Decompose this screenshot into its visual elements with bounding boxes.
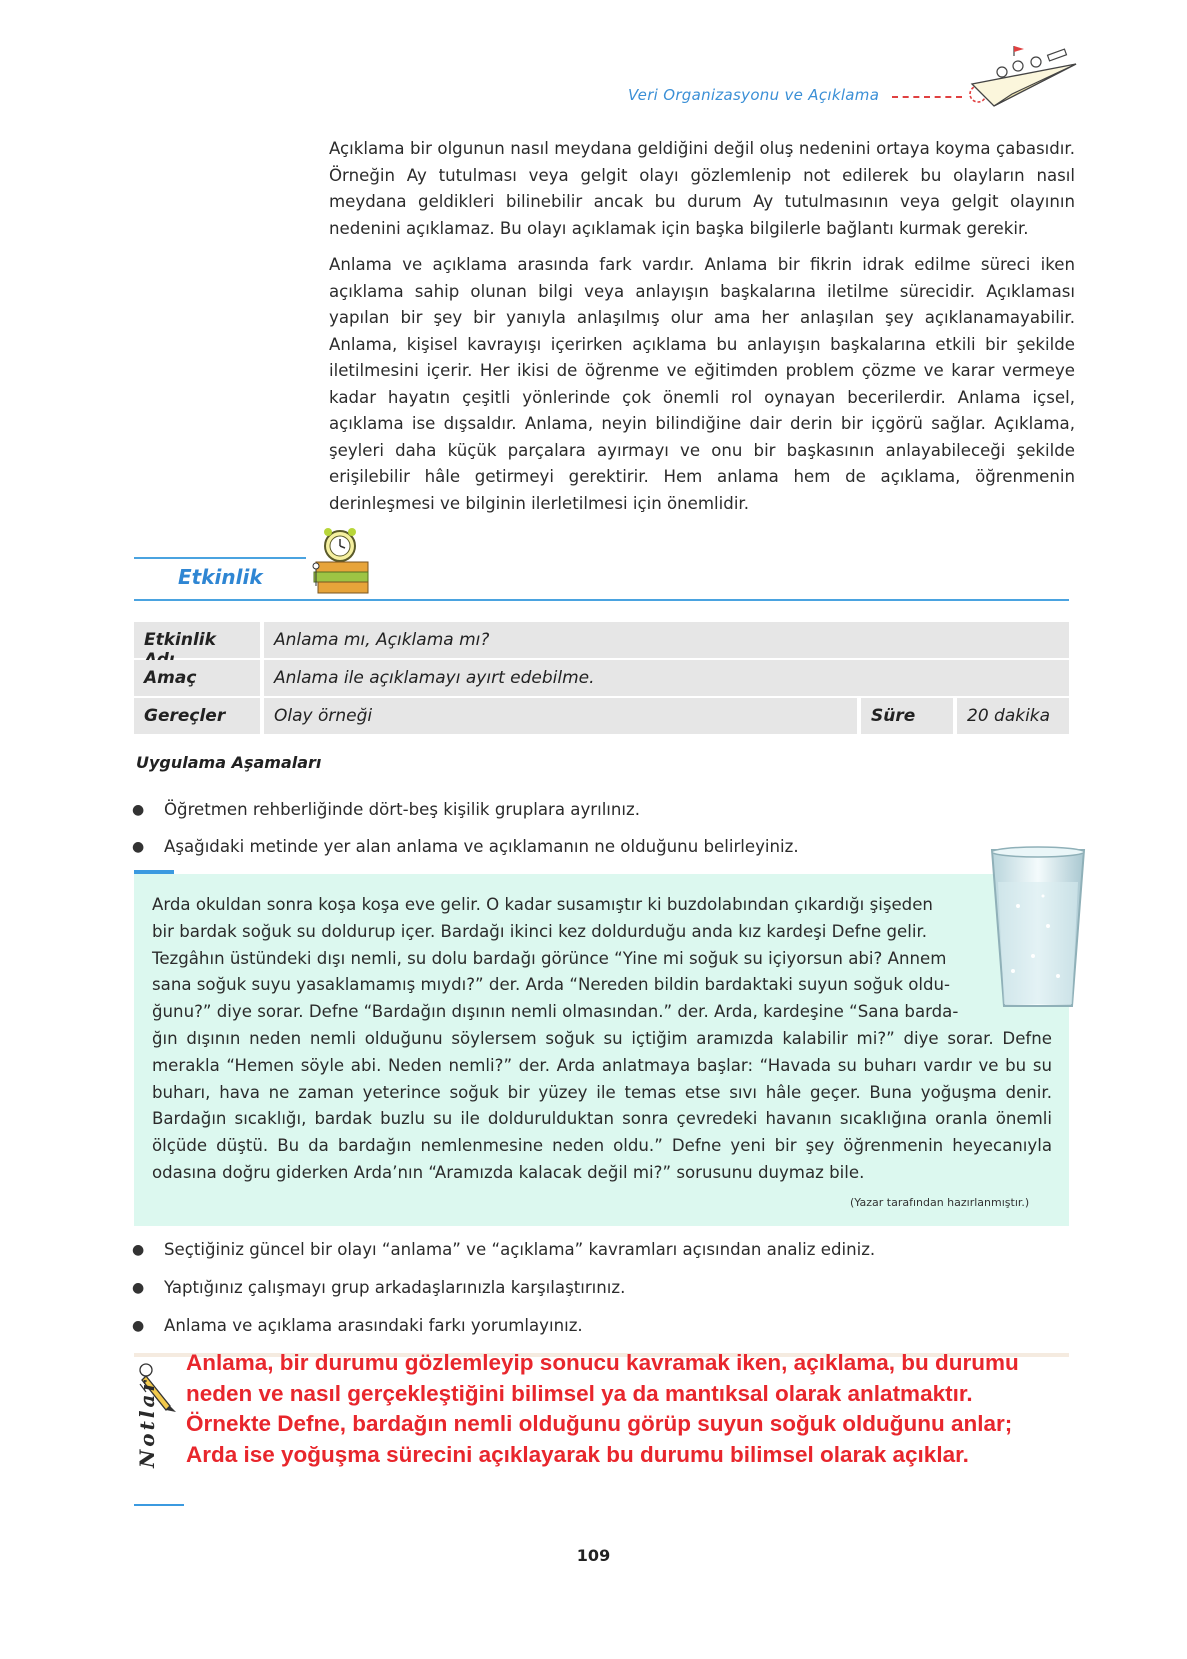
bullet-icon: ● — [132, 1242, 145, 1258]
table-value-duration: 20 dakika — [957, 698, 1069, 734]
activity-heading-line — [134, 557, 306, 559]
story-source: (Yazar tarafından hazırlanmıştır.) — [850, 1196, 1030, 1209]
bullet-icon: ● — [132, 802, 145, 818]
notes-label: Notlar — [135, 1378, 159, 1468]
alarm-clock-books-icon — [310, 526, 372, 596]
table-value-name: Anlama mı, Açıklama mı? — [264, 622, 1069, 658]
header-dashed-line — [892, 96, 962, 98]
table-value-materials: Olay örneği — [264, 698, 857, 734]
bullet-icon: ● — [132, 839, 145, 855]
section-header-title: Veri Organizasyonu ve Açıklama — [628, 86, 880, 104]
table-label-name: Etkinlik — [134, 622, 260, 658]
activity-heading: Etkinlik — [178, 565, 263, 589]
activity-divider — [134, 599, 1069, 601]
steps-heading: Uygulama Aşamaları — [136, 753, 322, 772]
table-label-materials: Gereçler — [134, 698, 260, 734]
bullet-icon: ● — [132, 1280, 145, 1296]
notes-text: Anlama, bir durumu gözlemleyip sonucu kavramak iken, açıklama, bu durumu neden ve nasıl gerçekleştiğini bilimsel ya da mantıksal olarak anlatmaktır. Örnekte Defne, bardağın nemli olduğunu görüp suyun soğuk olduğunu anlar; Arda ise yoğuşma sürecini açıklayarak bu durumu bilimsel olarak açıklar. — [186, 1350, 1019, 1467]
table-label-aim: Amaç — [134, 660, 260, 696]
table-value-aim: Anlama ile açıklamayı ayırt edebilme. — [264, 660, 1069, 696]
notes-bottom-line — [134, 1504, 184, 1506]
story-text: Arda okuldan sonra koşa koşa eve gelir. O kadar susamıştır ki buzdolabından çıkardığı şişeden bir bardak soğuk su doldurup içer. Bardağı ikinci kez doldurduğu anda kız kardeşi Defne gelir. Tezgâhın üstündeki dışı nemli, su dolu bardağı görünce “Yine mi soğuk su içiyorsun abi? Annem sana soğuk suyu yasaklamamış mıydı?” der. Arda “Nereden bildin bardaktaki suyun soğuk oldu- ğunu?” diye sorar. Defne “Bardağın dışının nemli olmasından.” der. Arda, kardeşine “Sana barda- ğın dışının neden nemli olduğunu söylersem soğuk su içtiğim aramızda kalabilir mi?” diye sorar. Defne merakla “Hemen söyle abi. Neden nemli?” der. Arda anlatmaya başlar: “Havada su buharı vardır ve bu su buharı, hava ne zaman yeterince soğuk bir yüzey ile temas etse sıvı hâle geçer. Buna yoğuşma denir. Bardağın sıcaklığı, bardak buzlu su ile doldurulduktan sonra çevredeki havanın sıcaklığına oranla önemli ölçüde düştü. Bu da bardağın nemlenmesine neden oldu.” Defne yeni bir şey öğrenmenin heyecanıyla odasına doğru giderken Arda’nın “Aramızda kalacak değil mi?” sorusunu duymaz bile. — [152, 895, 1052, 1182]
paper-plane-illustration — [964, 44, 1080, 108]
table-label-duration: Süre — [861, 698, 953, 734]
page-number: 109 — [576, 1546, 611, 1565]
intro-paragraph-2: Anlama ve açıklama arasında fark vardır. Anlama bir fikrin idrak edilme süreci iken açıklama sahip olunan bilgi veya anlayışın başkalarına iletilme sürecidir. Açıklaması yapılan bir şey bir yanıyla anlaşılmış olur ama her anlaşılan şey açıklanamayabilir. Anlama, kişisel kavrayışı içerirken açıklama bu anlayışın başkalarına etkili bir şekilde iletilmesini içerir. Her ikisi de öğrenme ve eğitimden problem çözme ve karar vermeye kadar hayatın çeşitli yönlerinde çok önemli rol oynayan becerilerdir. Anlama içsel, açıklama ise dışsaldır. Anlama, neyin bilindiğine dair derin bir içgörü sağlar. Açıklama, şeyleri daha küçük parçalara ayırmayı ve onu bir başkasının anlayabileceği şekilde erişilebilir hâle getirmeyi gerektirir. Hem anlama hem de açıklama, öğrenmenin derinleşmesi ve bilginin ilerletilmesi için önemlidir. — [329, 255, 1075, 513]
intro-paragraph-1: Açıklama bir olgunun nasıl meydana geldiğini değil oluş nedenini ortaya koyma çabasıdır. Örneğin Ay tutulması veya gelgit olayı gözlemlenip not edilerek bu olayların nasıl meydana geldikleri bilinebilir ancak bu durum Ay tutulmasının veya gelgit olayının nedenini açıklamaz. Bu olayı açıklamak için başka bilgilerle bağlantı kurmak gerekir. — [329, 139, 1075, 238]
bullet-icon: ● — [132, 1318, 145, 1334]
